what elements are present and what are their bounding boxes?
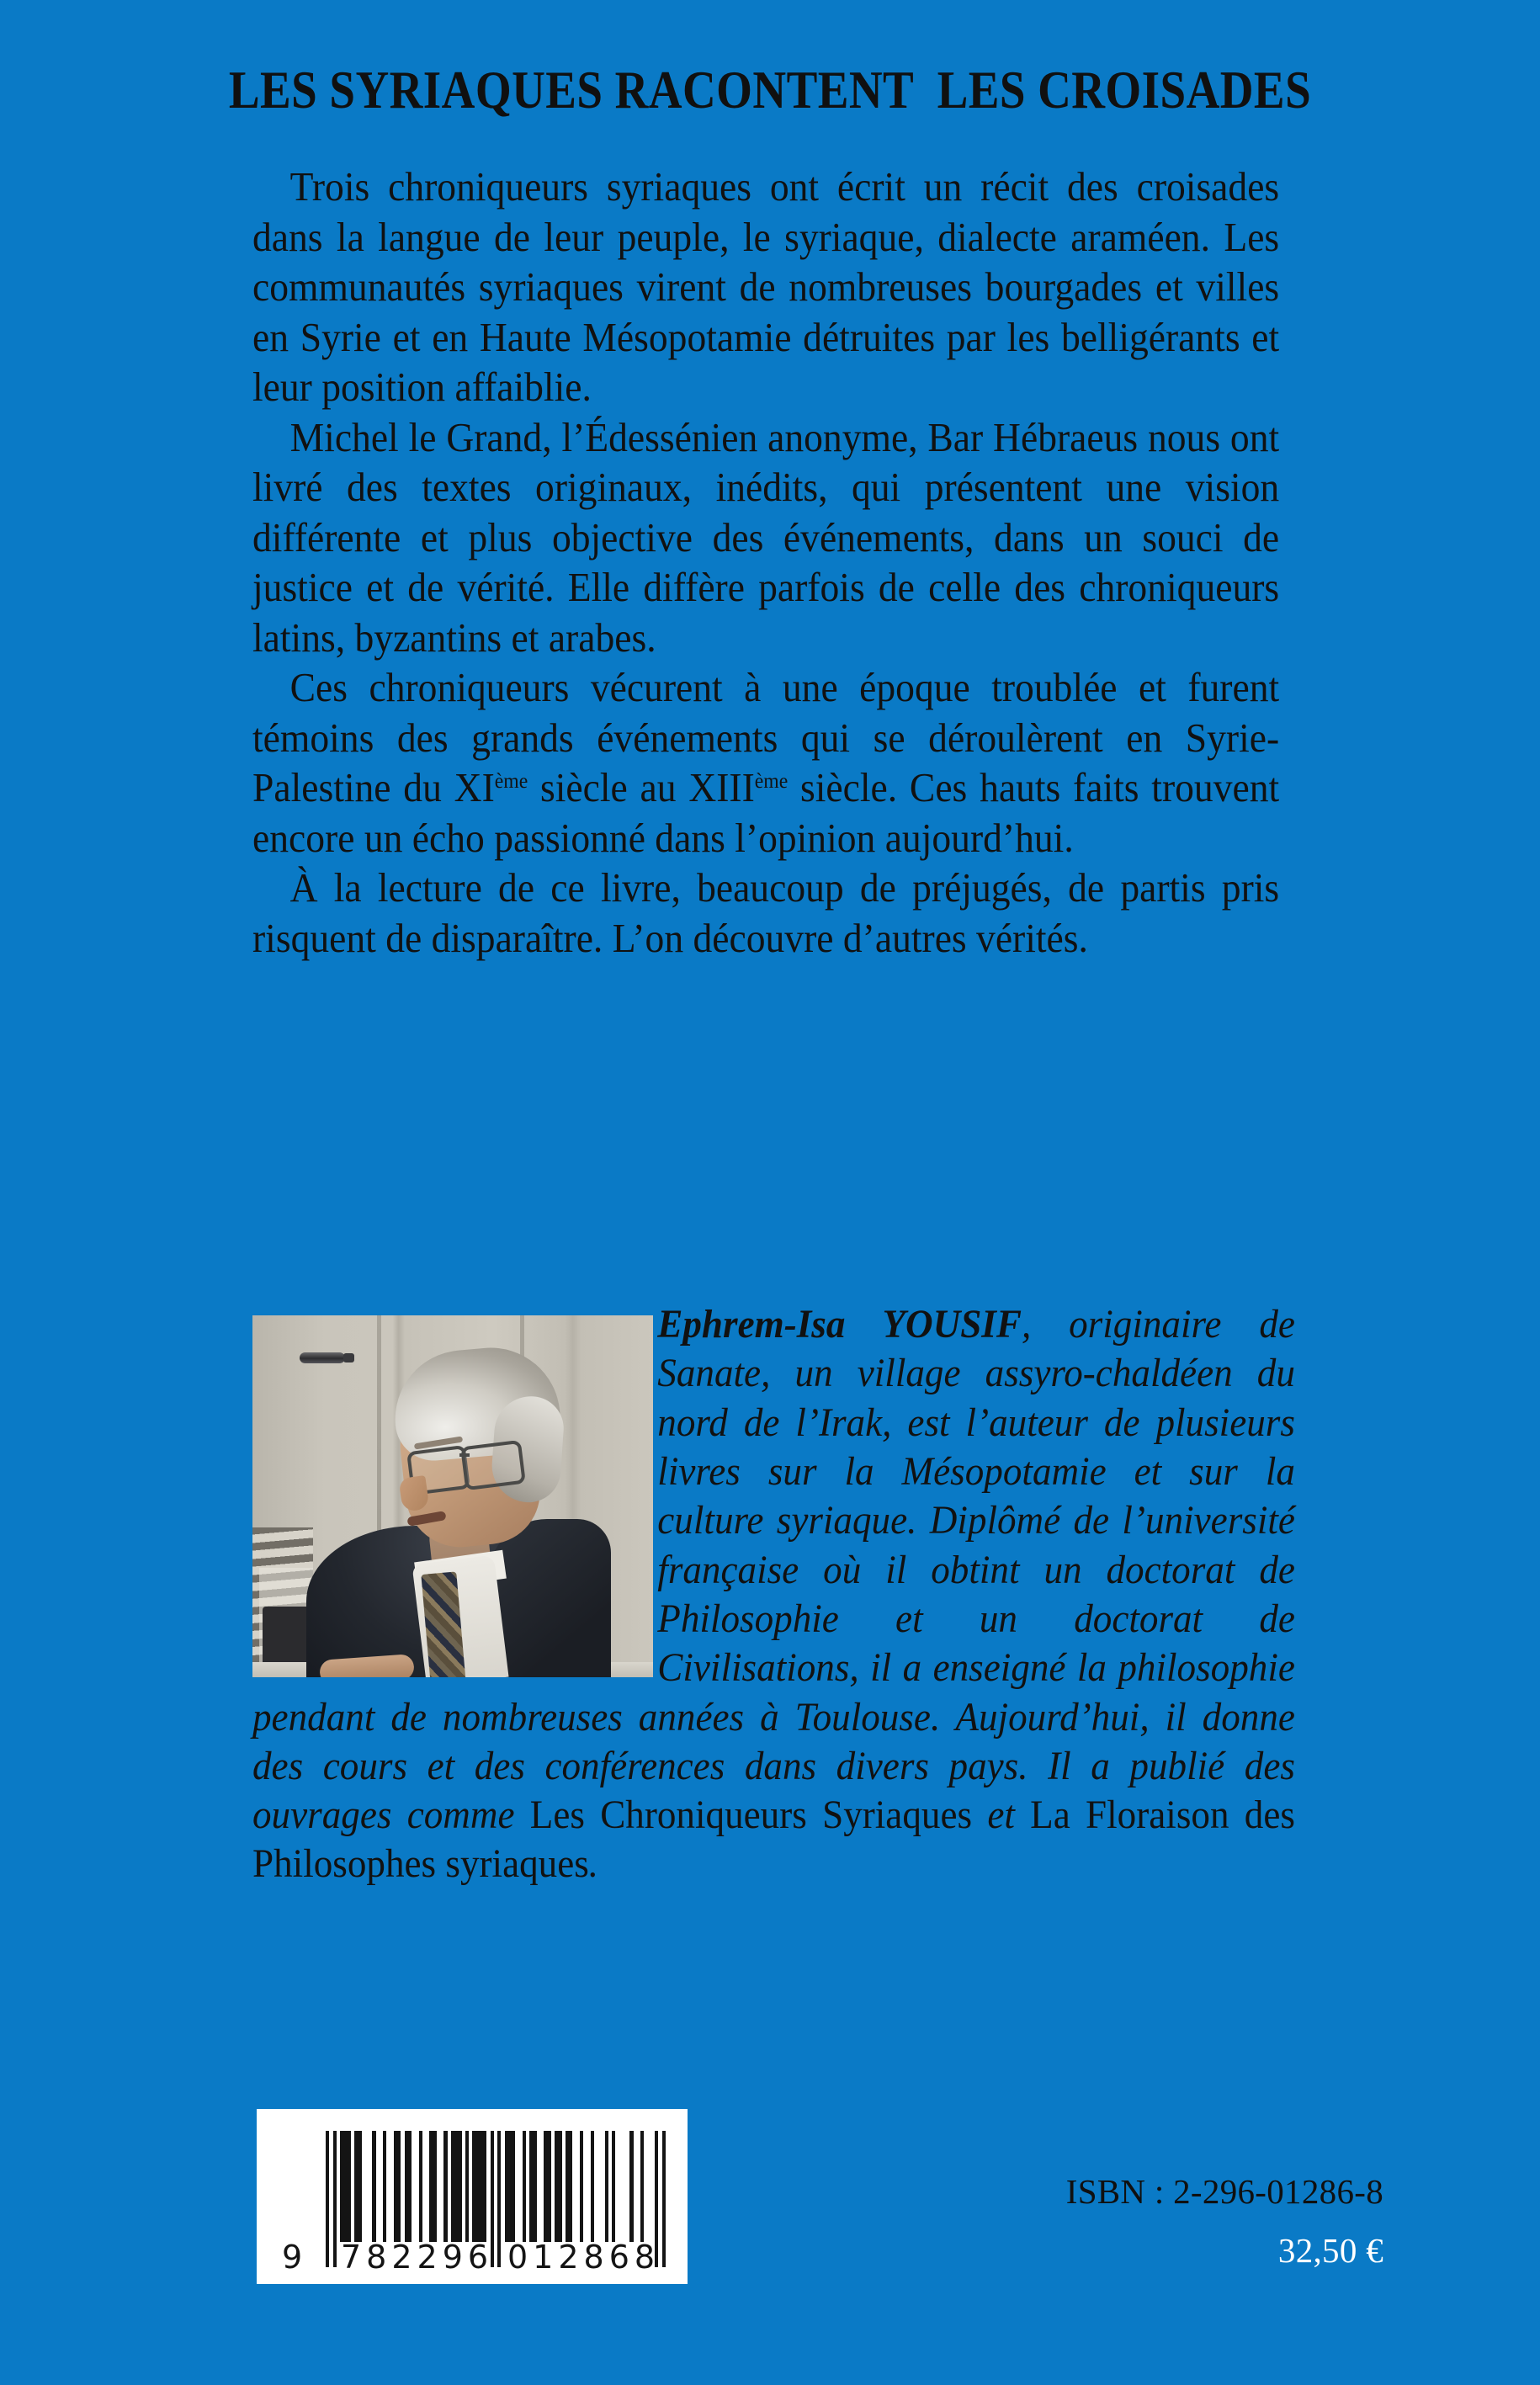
barcode-inner (257, 2109, 688, 2284)
blurb-p3-part1: Ces chroniqueurs vécurent à une époque troublée et furent témoins des grands événements qui se déroulèrent en Syrie-Palestine du XI (252, 664, 1280, 811)
blurb-paragraph-1: Trois chroniqueurs syriaques ont écrit un récit des croisades dans la langue de leur peuple, le syriaque, dialecte araméen. Les communautés syriaques virent de nombreuses bourgades et villes en Syrie et en Haute Mésopotamie détruites par les belligérants et leur position affaiblie. (252, 163, 1280, 411)
blurb-p3-part2: siècle au XIII (528, 764, 755, 811)
page-title: LES SYRIAQUES RACONTENT LES CROISADES (228, 60, 1312, 120)
blurb-text (252, 162, 1279, 964)
blurb-paragraph-4: À la lecture de ce livre, beaucoup de préjugés, de partis pris risquent de disparaître. L’on découvre d’autres vérités. (252, 864, 1280, 961)
author-bio-part1: , originaire de Sanate, un village assyro-chaldéen du nord de l’Irak, est l’auteur de plusieurs livres sur la Mésopotamie et sur la culture syriaque. Diplômé de l’université française où il obtint un doctorat de Philosophie et un doctorat de Civilisations, il a enseigné la philosophie pendant de nombreuses années à Toulouse. Aujourd’hui, il donne des cours et des conférences dans divers pays. Il a publié des ouvrages comme (252, 1302, 1295, 1838)
blurb-paragraph-3 (252, 662, 1279, 863)
author-work-title-1: Les Chroniqueurs Syriaques (529, 1793, 973, 1838)
isbn-text: ISBN : 2-296-01286-8 (1065, 2172, 1383, 2211)
blurb-p3-sup1: ème (494, 768, 528, 794)
author-name: Ephrem-Isa YOUSIF (657, 1302, 1022, 1347)
barcode-right-group: 012868 (507, 2239, 661, 2276)
author-block (252, 1300, 1362, 1889)
author-bio-mid: et (972, 1793, 1031, 1838)
blurb-paragraph-2: Michel le Grand, l’Édessénien anonyme, Bar Hébraeus nous ont livré des textes originaux, inédits, qui présentent une vision différente et plus objective des événements, dans un souci de justice et de vérité. Elle diffère parfois de celle des chroniqueurs latins, byzantins et arabes. (252, 413, 1280, 661)
barcode-bars (326, 2131, 666, 2242)
author-biography (252, 1300, 1295, 1889)
blurb-p3-part3: siècle. Ces hauts faits trouvent encore un écho passionné dans l’opinion aujourd’hui. (252, 764, 1280, 861)
blurb-p3-sup2: ème (754, 768, 789, 794)
barcode-left-group: 782296 (341, 2239, 494, 2276)
barcode-lead-digit: 9 (282, 2239, 305, 2276)
barcode (257, 2109, 688, 2284)
author-work-title-2: La Floraison des Philosophes syriaques (252, 1793, 1295, 1887)
price-text: 32,50 € (1277, 2231, 1383, 2270)
author-bio-end: . (588, 1841, 599, 1887)
barcode-digits (282, 2239, 669, 2276)
